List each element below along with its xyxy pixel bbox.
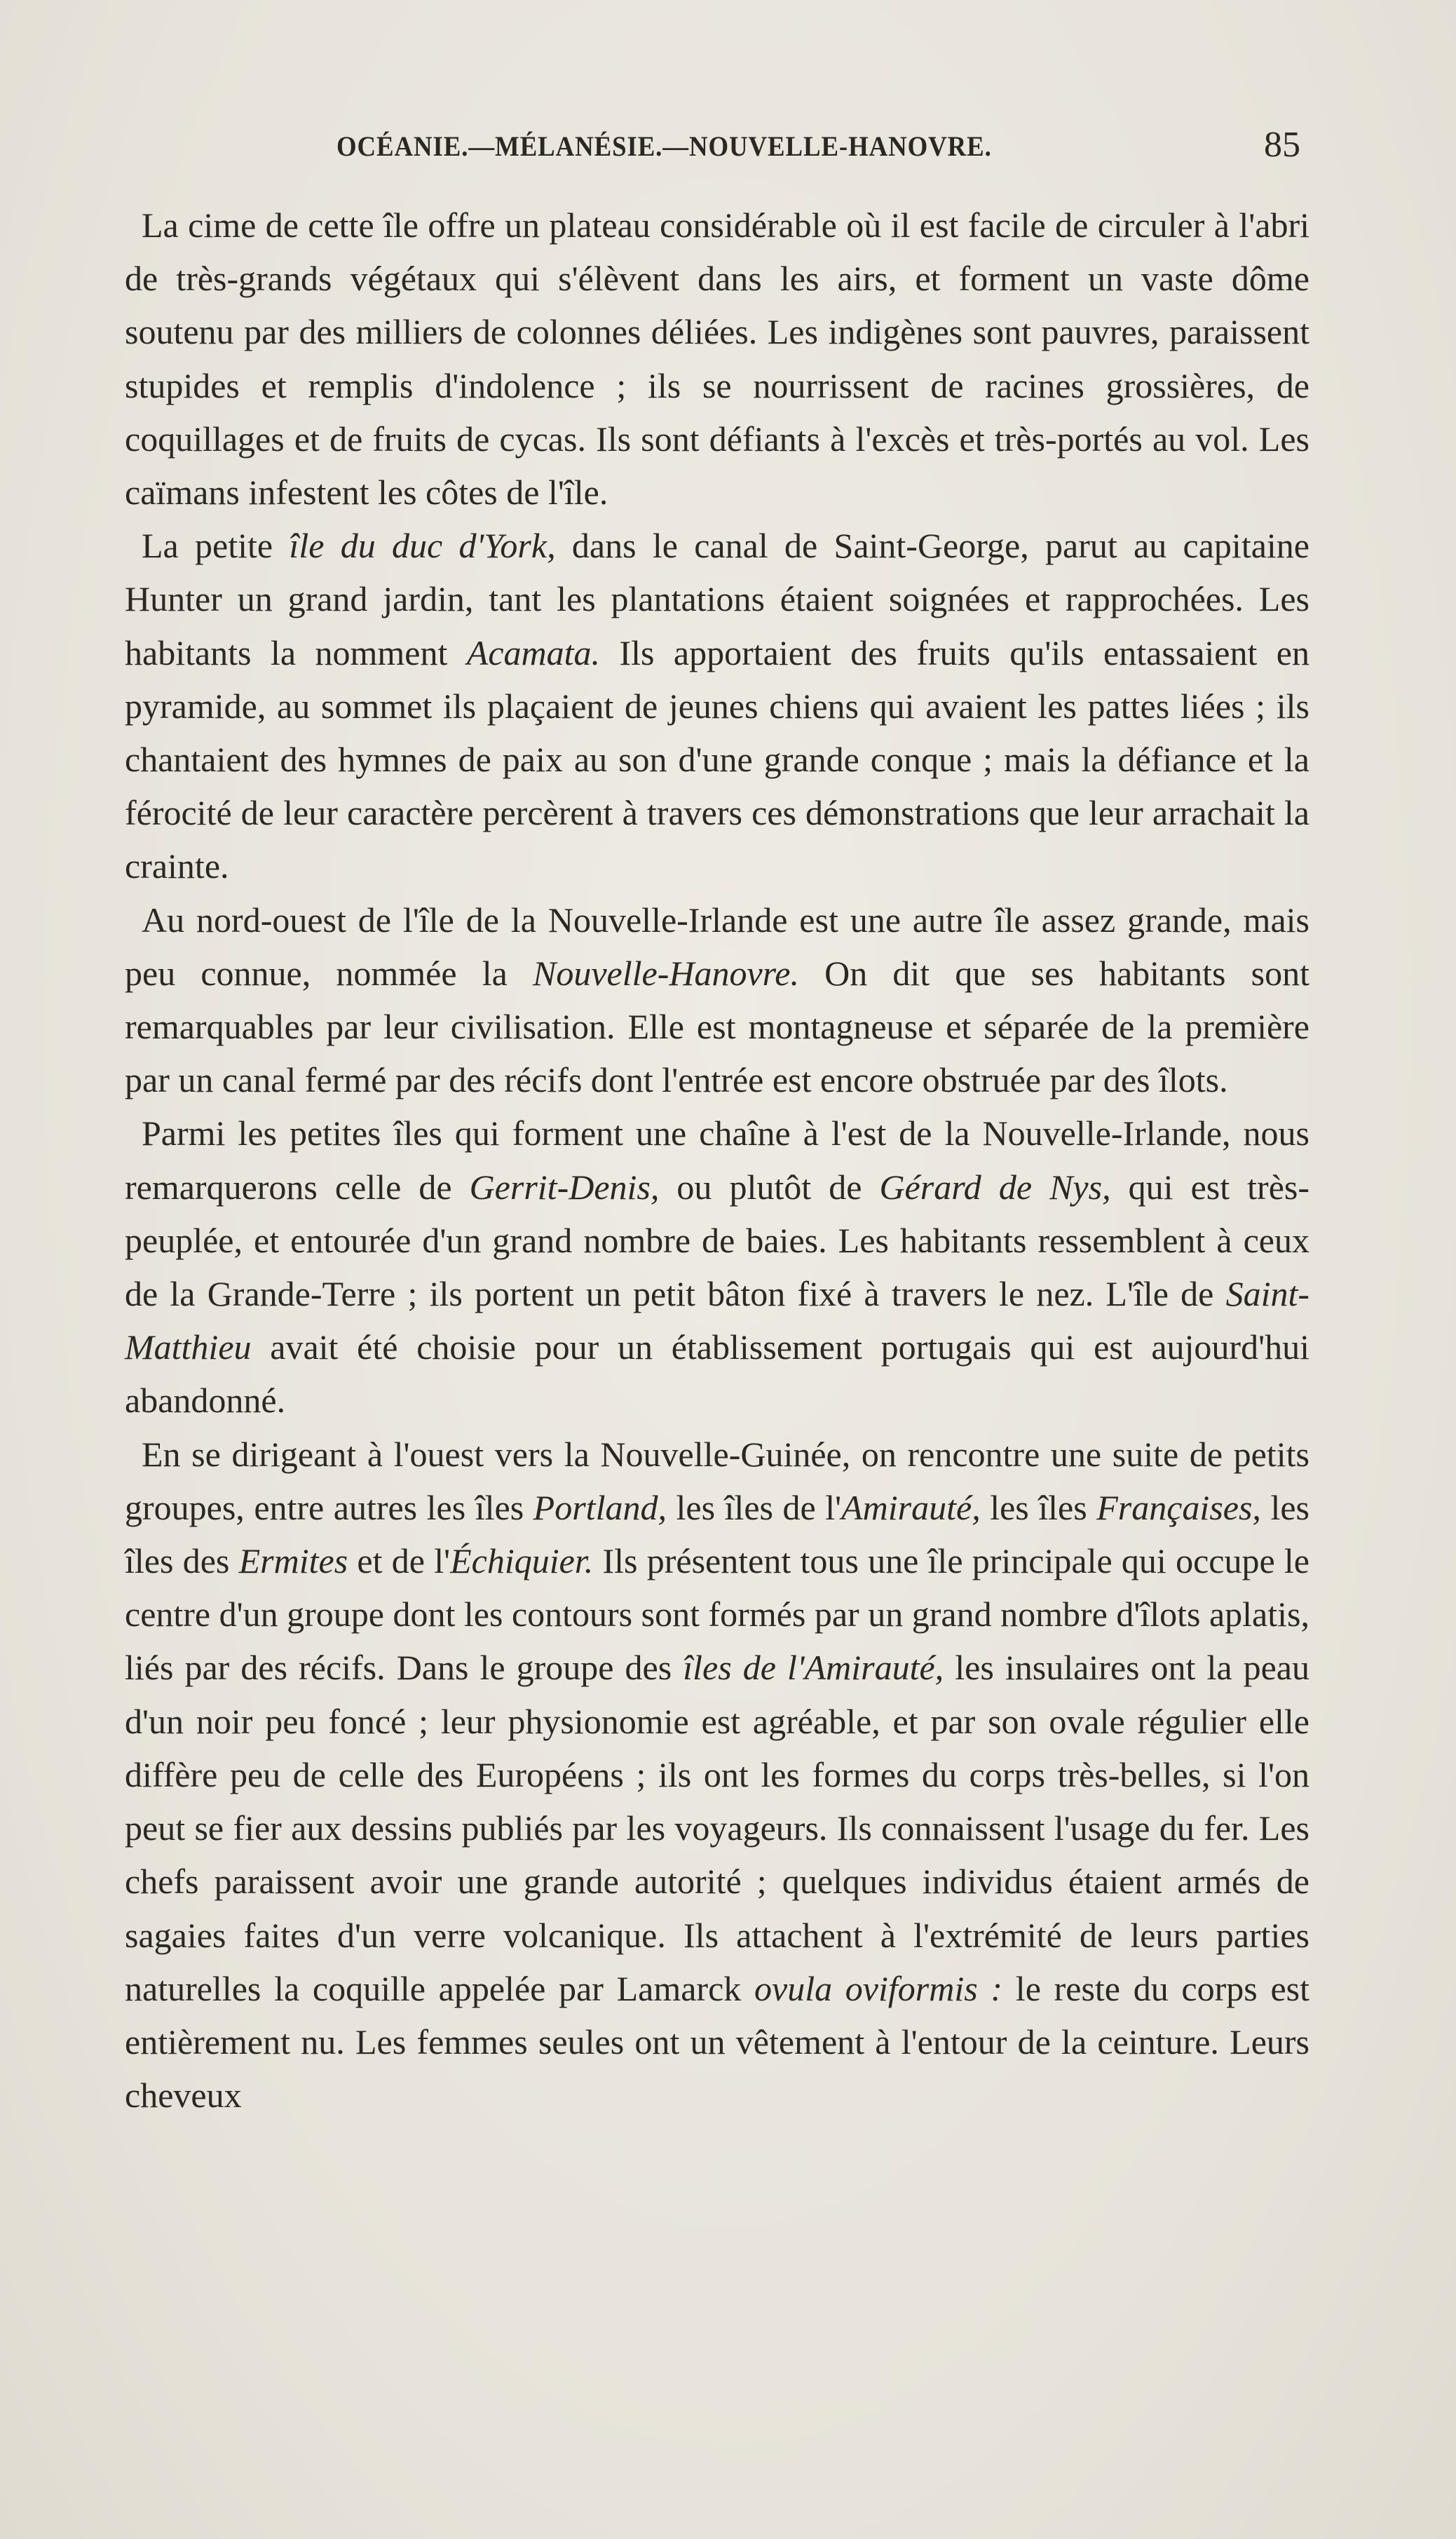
place-name: île du duc d'York, <box>289 526 556 566</box>
place-name: Acamata. <box>466 632 601 672</box>
text-run: avait été choisie pour un établissement portugais qui est aujourd'hui abandonné. <box>125 1327 1309 1421</box>
text-run: Ils présentent tous une île principale qui occupe le centre d'un groupe dont les contours sont formés par un grand nombre d'îlots aplatis, liés par des récifs. Dans le groupe des <box>125 1541 1309 1688</box>
text-run: dans le canal de Saint-George, parut au capitaine Hunter un grand jardin, tant les plantations étaient soignées et rapprochées. Les habitants la nomment <box>125 526 1309 672</box>
paragraph <box>125 893 1309 1107</box>
page-number: 85 <box>1264 125 1300 165</box>
text-run: On dit que ses habitants sont remarquables par leur civilisation. Elle est montagneuse et séparée de la première par un canal fermé par des récifs dont l'entrée est encore obstruée par des îlots. <box>125 953 1309 1100</box>
text-run: et de l' <box>348 1541 451 1581</box>
text-run: ou plutôt de <box>659 1167 880 1207</box>
text-run: les îles de l' <box>666 1487 842 1527</box>
place-name: Ermites <box>238 1541 348 1581</box>
paragraph <box>125 1106 1309 1427</box>
text-run: les îles des <box>125 1487 1309 1581</box>
text-run: les insulaires ont la peau d'un noir peu foncé ; leur physionomie est agréable, et par son ovale régulier elle diffère peu de celle des Européens ; ils ont les formes du corps très-belles, si l'on peut se fier aux dessins publiés par les voyageurs. Ils connaissent l'usage du fer. Les chefs paraissent avoir une grande autorité ; quelques individus étaient armés de sagaies faites d'un verre volcanique. Ils attachent à l'extrémité de leurs parties naturelles la coquille appelée par Lamarck <box>125 1648 1310 2008</box>
place-name: Saint-Matthieu <box>125 1274 1309 1367</box>
place-name: Gerrit-Denis, <box>469 1167 660 1207</box>
place-name: Amirauté, <box>841 1487 981 1527</box>
text-run: le reste du corps est entièrement nu. Les femmes seules ont un vêtement à l'entour de la ceinture. Leurs cheveux <box>125 1968 1309 2115</box>
paragraph <box>125 519 1309 893</box>
text-run: La petite <box>142 526 290 566</box>
text-run: qui est très-peuplée, et entourée d'un grand nombre de baies. Les habitants ressemblent à ceux de la Grande-Terre ; ils portent un petit bâton fixé à travers le nez. L'île de <box>125 1167 1310 1314</box>
text-run: Ils apportaient des fruits qu'ils entassaient en pyramide, au sommet ils plaçaient de jeunes chiens qui avaient les pattes liées ; ils chantaient des hymnes de paix au son d'une grande conque ; mais la défiance et la férocité de leur caractère percèrent à travers ces démonstrations que leur arrachait la crainte. <box>125 632 1310 886</box>
place-name: Françaises, <box>1096 1487 1261 1527</box>
text-run: Parmi les petites îles qui forment une chaîne à l'est de la Nouvelle-Irlande, nous remarquerons celle de <box>125 1113 1309 1207</box>
place-name: îles de l'Amirauté, <box>683 1648 944 1688</box>
running-title: OCÉANIE.—MÉLANÉSIE.—NOUVELLE-HANOVRE. <box>336 130 992 162</box>
text-run: Au nord-ouest de l'île de la Nouvelle-Irlande est une autre île assez grande, mais peu connue, nommée la <box>125 900 1309 993</box>
paragraph <box>125 198 1309 519</box>
place-name: Nouvelle-Hanovre. <box>532 953 799 993</box>
text-run: La cime de cette île offre un plateau considérable où il est facile de circuler à l'abri de très-grands végétaux qui s'élèvent dans les airs, et forment un vaste dôme soutenu par des milliers de colonnes déliées. Les indigènes sont pauvres, paraissent stupides et remplis d'indolence ; ils se nourrissent de racines grossières, de coquillages et de fruits de cycas. Ils sont défiants à l'excès et très-portés au vol. Les caïmans infestent les côtes de l'île. <box>125 205 1309 513</box>
place-name: Portland, <box>533 1487 667 1527</box>
species-name: ovula oviformis : <box>754 1968 1003 2008</box>
text-run: les îles <box>980 1487 1097 1527</box>
place-name: Échiquier. <box>450 1541 594 1581</box>
body-text <box>125 198 1309 2122</box>
place-name: Gérard de Nys, <box>879 1167 1111 1207</box>
paragraph <box>125 1428 1309 2122</box>
text-run: En se dirigeant à l'ouest vers la Nouvelle-Guinée, on rencontre une suite de petits groupes, entre autres les îles <box>125 1434 1309 1527</box>
page-header <box>123 116 1314 179</box>
